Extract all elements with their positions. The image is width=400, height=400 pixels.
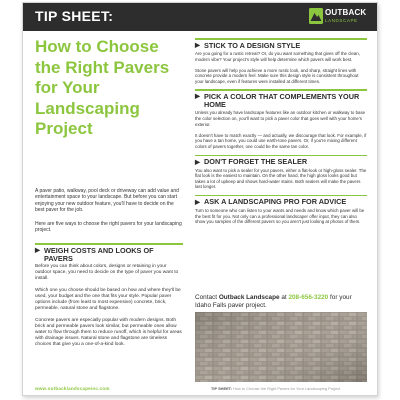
logo-subtitle: LANDSCAPE <box>325 18 358 23</box>
color-paragraph-1: Unless you already have landscape features like an outdoor kitchen or walkway to base the color selection on, you'll want to pick a paver color that goes well with your home's exterior. <box>195 110 366 127</box>
tip-sheet-label: TIP SHEET: <box>35 8 114 24</box>
contact-suffix: for your Idaho Falls paver project. <box>195 294 352 309</box>
section-heading-costs-text: WEIGH COSTS AND LOOKS OF PAVERS <box>44 245 154 263</box>
color-paragraph-2: It doesn't have to match exactly — and actually, we discourage that look. For example, if you have a tan home, you could use earth-tone pavers. Or, if you're mixing different colors of pavers together, one could be the same tan color. <box>195 132 367 149</box>
section-heading-costs <box>35 247 183 263</box>
left-column <box>35 243 183 348</box>
section-divider <box>195 155 367 157</box>
arrow-icon: ▶ <box>195 158 200 166</box>
website-link[interactable]: www.outbacklandscapeinc.com <box>35 386 110 391</box>
phone-number[interactable]: 208-656-3220 <box>288 294 329 301</box>
section-heading-style <box>195 42 367 50</box>
contact-prefix: Contact <box>195 294 219 301</box>
section-divider <box>35 243 183 245</box>
contact-at: at <box>279 294 289 301</box>
mountain-logo-icon <box>309 8 323 24</box>
company-name: Outback Landscape <box>218 294 280 301</box>
arrow-icon: ▶ <box>35 247 40 254</box>
section-heading-style-text: STICK TO A DESIGN STYLE <box>204 40 301 50</box>
style-paragraph-1: Are you going for a rustic retreat? Or, do you want something that gives off the clean, modern vibe? Your project's style will help determine which pavers will work best. <box>195 51 360 62</box>
paver-photo <box>195 312 367 382</box>
arrow-icon: ▶ <box>195 93 200 101</box>
section-divider <box>195 89 367 91</box>
style-paragraph-2: Stone pavers will help you achieve a more rustic look, and sharp, straight lines with concrete provide a modern feel. Make sure this design style is consistent throughout your landscape, even if features were installed at different times. <box>195 67 359 84</box>
arrow-icon: ▶ <box>195 198 200 206</box>
costs-paragraph-3: Concrete pavers are especially popular with modern designs. Both brick and permeable pavers look similar, but permeable ones allow water to flow through them to reduce runoff, which is helpful for areas with drainage issues. Natural stone and flagstone are timeless choices that give you a one-of-a-kind look. <box>35 317 182 348</box>
right-column <box>195 38 367 225</box>
tip-sheet-page <box>22 2 378 396</box>
section-divider <box>195 195 367 197</box>
section-divider <box>195 38 367 40</box>
section-heading-sealer <box>195 158 367 166</box>
page-title: How to Choose the Right Pavers for Your Landscaping Project <box>35 37 170 138</box>
arrow-icon: ▶ <box>195 42 200 49</box>
section-heading-pro <box>195 198 367 206</box>
footer-tip-title <box>211 386 367 391</box>
footer-tip-label: TIP SHEET: <box>211 386 232 391</box>
sealer-paragraph: You also want to pick a sealer for your pavers, either a flat-look or high-gloss sealer. The flat look is the easiest to maintain. On the other hand, the high gloss looks good but takes a lot of upkeep and shows hard-water stains. Both sealers will make the pavers last longer. <box>195 167 367 190</box>
header-bar <box>23 3 378 31</box>
intro-paragraph: A paver patio, walkway, pool deck or driveway can add value and entertainment space to your landscape. But before you can start enjoying your new outdoor feature, you'll have to decide on the best paver for the job. <box>35 188 179 213</box>
pro-paragraph: Turn to someone who can listen to your wants and needs and know which paver will be the best fit for you. Not only can a professional landscaper offer input, they can also show you samples of the different pavers so you aren't just looking at photos of them. <box>195 207 365 225</box>
contact-cta <box>195 294 367 310</box>
section-heading-pro-text: ASK A LANDSCAPING PRO FOR ADVICE <box>204 197 347 207</box>
section-heading-sealer-text: DON'T FORGET THE SEALER <box>204 157 308 167</box>
costs-paragraph-2: Which one you choose should be based on how and where they'll be used, your budget and the one that fits your style. Popular paver options include (from least to most expensive) concrete, brick, permeable, natural stone and flagstone. <box>35 287 181 312</box>
intro-paragraph-2: Here are five ways to choose the right pavers for your landscaping project. <box>35 221 182 234</box>
section-heading-color-text: PICK A COLOR THAT COMPLEMENTS YOUR HOME <box>204 91 360 109</box>
footer-tip-text: How to Choose the Right Pavers for Your Landscaping Project <box>231 386 341 391</box>
logo-name: OUTBACK <box>325 8 367 17</box>
section-heading-color <box>195 93 367 109</box>
paver-image <box>195 312 367 382</box>
costs-paragraph-1: Before you can think about colors, designs or retaining in your outdoor space, you need to decide on the type of paver you want to install. <box>35 264 179 282</box>
outback-logo <box>309 6 365 28</box>
